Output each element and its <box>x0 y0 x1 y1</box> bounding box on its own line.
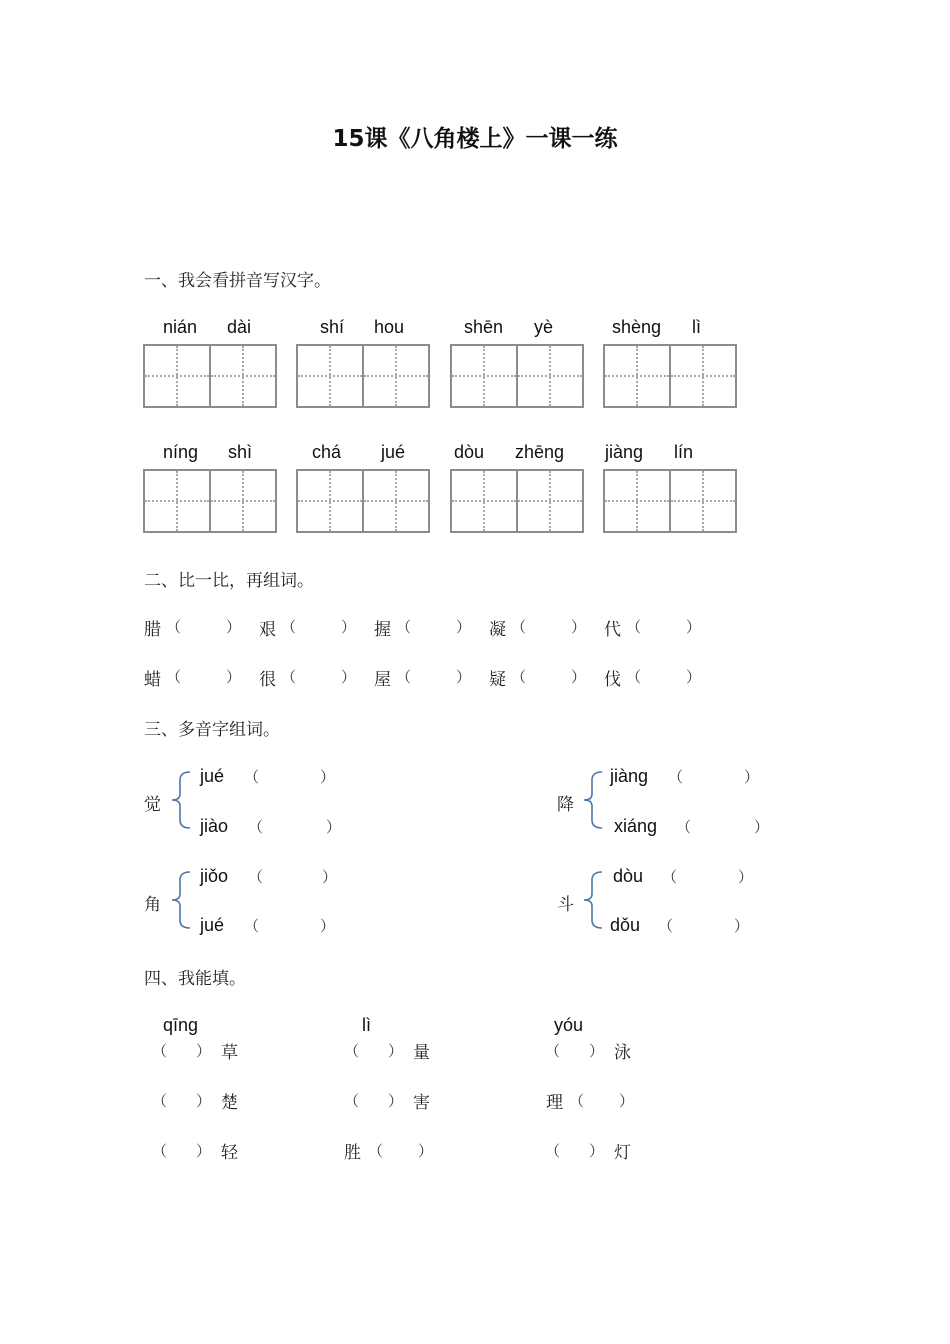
pinyin-label: níng <box>163 442 199 462</box>
paren-close: ） <box>571 668 587 686</box>
writing-grid[interactable] <box>296 469 430 533</box>
pinyin-label: yè <box>534 317 554 337</box>
paren-open: （ <box>676 818 692 836</box>
fill-word: 草 <box>221 1043 238 1063</box>
section-4-heading: 四、我能填。 <box>144 969 246 989</box>
paren-open: （ <box>368 1142 384 1160</box>
paren-close: ） <box>589 1142 605 1160</box>
paren-open: （ <box>244 917 260 935</box>
compare-char: 握 <box>374 620 391 640</box>
polyphone-char: 觉 <box>144 795 161 815</box>
brace-icon <box>576 770 606 830</box>
paren-close: ） <box>754 818 770 836</box>
fill-word: 理 <box>546 1093 563 1113</box>
pinyin-label: dòu <box>454 442 485 462</box>
pinyin-label: zhēng <box>515 442 565 462</box>
section-3-heading: 三、多音字组词。 <box>144 720 280 740</box>
paren-open: （ <box>248 868 264 886</box>
paren-close: ） <box>196 1092 212 1110</box>
brace-icon <box>164 770 194 830</box>
pinyin-label: hou <box>374 317 405 337</box>
paren-open: （ <box>248 818 264 836</box>
paren-open: （ <box>244 768 260 786</box>
paren-close: ） <box>320 917 336 935</box>
paren-open: （ <box>166 668 182 686</box>
pinyin-label: lín <box>674 442 694 462</box>
writing-grid[interactable] <box>143 344 277 408</box>
paren-close: ） <box>341 668 357 686</box>
pinyin-label: shēn <box>464 317 504 337</box>
paren-close: ） <box>418 1142 434 1160</box>
writing-grid[interactable] <box>450 344 584 408</box>
paren-open: （ <box>626 618 642 636</box>
paren-close: ） <box>326 818 342 836</box>
pinyin-label: shí <box>320 317 345 337</box>
writing-grid[interactable] <box>143 469 277 533</box>
paren-open: （ <box>344 1042 360 1060</box>
paren-open: （ <box>662 868 678 886</box>
compare-char: 很 <box>259 670 276 690</box>
paren-open: （ <box>626 668 642 686</box>
paren-close: ） <box>571 618 587 636</box>
paren-close: ） <box>686 668 702 686</box>
paren-close: ） <box>734 917 750 935</box>
paren-open: （ <box>511 668 527 686</box>
paren-close: ） <box>322 868 338 886</box>
paren-open: （ <box>668 768 684 786</box>
paren-open: （ <box>569 1092 585 1110</box>
pinyin-reading: dòu <box>613 866 644 886</box>
pinyin-label: lì <box>692 317 701 337</box>
paren-close: ） <box>320 768 336 786</box>
paren-close: ） <box>388 1092 404 1110</box>
paren-close: ） <box>619 1092 635 1110</box>
paren-close: ） <box>226 618 242 636</box>
writing-grid[interactable] <box>450 469 584 533</box>
paren-open: （ <box>344 1092 360 1110</box>
page-title: 15课《八角楼上》一课一练 <box>332 126 618 152</box>
compare-char: 伐 <box>604 670 621 690</box>
paren-close: ） <box>456 668 472 686</box>
paren-close: ） <box>196 1042 212 1060</box>
pinyin-reading: jué <box>200 766 225 786</box>
pinyin-label: jiàng <box>605 442 644 462</box>
pinyin-label: nián <box>163 317 198 337</box>
paren-close: ） <box>196 1142 212 1160</box>
paren-close: ） <box>341 618 357 636</box>
paren-open: （ <box>152 1142 168 1160</box>
paren-open: （ <box>658 917 674 935</box>
paren-open: （ <box>545 1142 561 1160</box>
fill-word: 量 <box>413 1043 430 1063</box>
fill-word: 泳 <box>614 1043 631 1063</box>
compare-char: 腊 <box>144 620 161 640</box>
paren-close: ） <box>738 868 754 886</box>
paren-close: ） <box>226 668 242 686</box>
paren-close: ） <box>388 1042 404 1060</box>
compare-char: 凝 <box>489 620 506 640</box>
paren-open: （ <box>396 618 412 636</box>
pinyin-reading: jué <box>200 915 225 935</box>
paren-open: （ <box>166 618 182 636</box>
paren-open: （ <box>545 1042 561 1060</box>
pinyin-reading: xiáng <box>614 816 658 836</box>
fill-word: 灯 <box>614 1143 631 1163</box>
polyphone-char: 降 <box>557 795 574 815</box>
brace-icon <box>576 870 606 930</box>
polyphone-char: 角 <box>144 895 161 915</box>
polyphone-char: 斗 <box>557 895 574 915</box>
paren-open: （ <box>281 618 297 636</box>
fill-word: 胜 <box>344 1143 361 1163</box>
paren-open: （ <box>281 668 297 686</box>
brace-icon <box>164 870 194 930</box>
writing-grid[interactable] <box>603 344 737 408</box>
pinyin-label: dài <box>227 317 252 337</box>
compare-char: 代 <box>604 620 621 640</box>
pinyin-reading: jiàng <box>610 766 649 786</box>
pinyin-label: shì <box>228 442 253 462</box>
pinyin-label: qīng <box>163 1015 199 1035</box>
paren-open: （ <box>396 668 412 686</box>
paren-open: （ <box>152 1042 168 1060</box>
paren-close: ） <box>744 768 760 786</box>
writing-grid[interactable] <box>296 344 430 408</box>
fill-word: 楚 <box>221 1093 238 1113</box>
writing-grid[interactable] <box>603 469 737 533</box>
pinyin-label: jué <box>381 442 406 462</box>
section-2-heading: 二、比一比，再组词。 <box>144 571 314 591</box>
pinyin-label: shèng <box>612 317 662 337</box>
paren-close: ） <box>456 618 472 636</box>
pinyin-label: chá <box>312 442 342 462</box>
fill-word: 害 <box>413 1093 430 1113</box>
pinyin-reading: jiào <box>200 816 229 836</box>
pinyin-reading: dǒu <box>610 915 641 935</box>
paren-close: ） <box>686 618 702 636</box>
pinyin-reading: jiǒo <box>200 866 229 886</box>
paren-open: （ <box>511 618 527 636</box>
paren-close: ） <box>589 1042 605 1060</box>
compare-char: 屋 <box>374 670 391 690</box>
compare-char: 疑 <box>489 670 506 690</box>
pinyin-label: lì <box>362 1015 371 1035</box>
paren-open: （ <box>152 1092 168 1110</box>
section-1-heading: 一、我会看拼音写汉字。 <box>144 271 331 291</box>
compare-char: 蜡 <box>144 670 161 690</box>
fill-word: 轻 <box>221 1143 238 1163</box>
pinyin-label: yóu <box>554 1015 584 1035</box>
compare-char: 艰 <box>259 620 276 640</box>
